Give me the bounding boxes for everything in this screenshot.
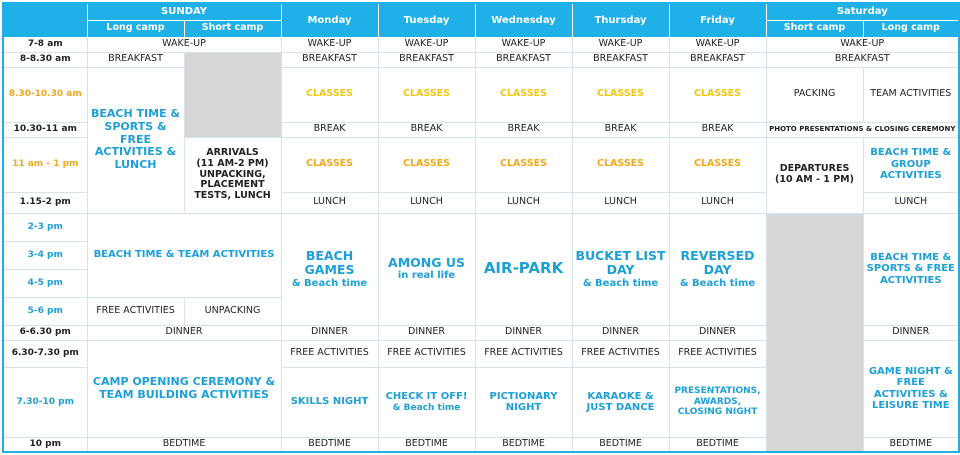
day-header-monday: Monday bbox=[281, 3, 378, 37]
sunday-short-arrivals bbox=[184, 137, 281, 213]
time-slot: 5-6 pm bbox=[3, 297, 87, 325]
saturday-long-bedtime: BEDTIME bbox=[863, 437, 959, 452]
thursday-free-activities: FREE ACTIVITIES bbox=[572, 340, 669, 367]
sunday-long-camp-header: Long camp bbox=[87, 20, 184, 37]
thursday-lunch: LUNCH bbox=[572, 192, 669, 213]
saturday-wakeup: WAKE-UP bbox=[766, 37, 959, 52]
wednesday-classes-morning: CLASSES bbox=[475, 67, 572, 122]
monday-breakfast: BREAKFAST bbox=[281, 52, 378, 67]
wednesday-lunch: LUNCH bbox=[475, 192, 572, 213]
friday-subtitle: & Beach time bbox=[679, 277, 756, 289]
thursday-bedtime: BEDTIME bbox=[572, 437, 669, 452]
wednesday-break: BREAK bbox=[475, 122, 572, 137]
day-header-friday: Friday bbox=[669, 3, 766, 37]
time-slot: 4-5 pm bbox=[3, 269, 87, 297]
monday-free-activities: FREE ACTIVITIES bbox=[281, 340, 378, 367]
sunday-dinner: DINNER bbox=[87, 325, 281, 340]
saturday-long-dinner: DINNER bbox=[863, 325, 959, 340]
day-header-saturday: Saturday bbox=[766, 3, 959, 20]
wednesday-free-activities: FREE ACTIVITIES bbox=[475, 340, 572, 367]
tuesday-break: BREAK bbox=[378, 122, 475, 137]
tuesday-title: AMONG US bbox=[388, 255, 465, 271]
time-slot: 2-3 pm bbox=[3, 213, 87, 241]
thursday-bucket-list bbox=[572, 213, 669, 325]
wednesday-breakfast: BREAKFAST bbox=[475, 52, 572, 67]
wednesday-bedtime: BEDTIME bbox=[475, 437, 572, 452]
saturday-long-beach-sports: BEACH TIME & SPORTS & FREE ACTIVITIES bbox=[863, 213, 959, 325]
sunday-long-free-activities: FREE ACTIVITIES bbox=[87, 297, 184, 325]
sunday-beach-team: BEACH TIME & TEAM ACTIVITIES bbox=[87, 213, 281, 297]
monday-lunch: LUNCH bbox=[281, 192, 378, 213]
saturday-long-lunch: LUNCH bbox=[863, 192, 959, 213]
tuesday-classes-morning: CLASSES bbox=[378, 67, 475, 122]
sunday-short-unpacking: UNPACKING bbox=[184, 297, 281, 325]
monday-skills-night: SKILLS NIGHT bbox=[281, 367, 378, 437]
tuesday-check-it-off bbox=[378, 367, 475, 437]
friday-classes-midday: CLASSES bbox=[669, 137, 766, 192]
monday-beach-games bbox=[281, 213, 378, 325]
tuesday-bedtime: BEDTIME bbox=[378, 437, 475, 452]
saturday-short-packing: PACKING bbox=[766, 67, 863, 122]
sunday-short-camp-header: Short camp bbox=[184, 20, 281, 37]
thursday-wakeup: WAKE-UP bbox=[572, 37, 669, 52]
monday-title: BEACH GAMES bbox=[304, 247, 355, 278]
saturday-short-empty bbox=[766, 213, 863, 452]
time-slot: 8.30-10.30 am bbox=[3, 67, 87, 122]
time-slot: 11 am - 1 pm bbox=[3, 137, 87, 192]
thursday-break: BREAK bbox=[572, 122, 669, 137]
friday-breakfast: BREAKFAST bbox=[669, 52, 766, 67]
tuesday-classes-midday: CLASSES bbox=[378, 137, 475, 192]
sunday-wakeup: WAKE-UP bbox=[87, 37, 281, 52]
arrivals-time: (11 AM-2 PM) bbox=[196, 157, 269, 169]
monday-dinner: DINNER bbox=[281, 325, 378, 340]
day-header-wednesday: Wednesday bbox=[475, 3, 572, 37]
friday-wakeup: WAKE-UP bbox=[669, 37, 766, 52]
time-slot: 7.30-10 pm bbox=[3, 367, 87, 437]
time-slot: 7-8 am bbox=[3, 37, 87, 52]
time-slot: 3-4 pm bbox=[3, 241, 87, 269]
tuesday-free-activities: FREE ACTIVITIES bbox=[378, 340, 475, 367]
time-slot: 8-8.30 am bbox=[3, 52, 87, 67]
time-slot: 10.30-11 am bbox=[3, 122, 87, 137]
friday-dinner: DINNER bbox=[669, 325, 766, 340]
time-slot: 6.30-7.30 pm bbox=[3, 340, 87, 367]
time-slot: 10 pm bbox=[3, 437, 87, 452]
tuesday-wakeup: WAKE-UP bbox=[378, 37, 475, 52]
sunday-long-breakfast: BREAKFAST bbox=[87, 52, 184, 67]
thursday-karaoke: KARAOKE & JUST DANCE bbox=[572, 367, 669, 437]
camp-schedule-table bbox=[2, 2, 960, 453]
thursday-breakfast: BREAKFAST bbox=[572, 52, 669, 67]
wednesday-pictionary: PICTIONARY NIGHT bbox=[475, 367, 572, 437]
friday-classes-morning: CLASSES bbox=[669, 67, 766, 122]
friday-lunch: LUNCH bbox=[669, 192, 766, 213]
monday-classes-morning: CLASSES bbox=[281, 67, 378, 122]
saturday-photo-presentations: PHOTO PRESENTATIONS & CLOSING CEREMONY bbox=[766, 122, 959, 137]
tuesday-lunch: LUNCH bbox=[378, 192, 475, 213]
wednesday-dinner: DINNER bbox=[475, 325, 572, 340]
friday-reversed-day bbox=[669, 213, 766, 325]
friday-presentations: PRESENTATIONS, AWARDS, CLOSING NIGHT bbox=[669, 367, 766, 437]
sunday-opening-ceremony: CAMP OPENING CEREMONY & TEAM BUILDING ACTIVITIES bbox=[87, 340, 281, 437]
saturday-long-camp-header: Long camp bbox=[863, 20, 959, 37]
monday-wakeup: WAKE-UP bbox=[281, 37, 378, 52]
tuesday-night-title: CHECK IT OFF! bbox=[385, 391, 468, 403]
day-header-sunday: SUNDAY bbox=[87, 3, 281, 20]
friday-title: REVERSED DAY bbox=[680, 247, 755, 278]
wednesday-wakeup: WAKE-UP bbox=[475, 37, 572, 52]
friday-break: BREAK bbox=[669, 122, 766, 137]
arrivals-detail: UNPACKING, PLACEMENT TESTS, LUNCH bbox=[194, 168, 271, 202]
tuesday-subtitle: in real life bbox=[397, 270, 456, 282]
friday-bedtime: BEDTIME bbox=[669, 437, 766, 452]
sunday-short-empty bbox=[184, 52, 281, 137]
monday-subtitle: & Beach time bbox=[291, 277, 368, 289]
time-header bbox=[3, 3, 87, 37]
tuesday-night-subtitle: & Beach time bbox=[392, 402, 461, 413]
saturday-breakfast: BREAKFAST bbox=[766, 52, 959, 67]
saturday-long-beach-group: BEACH TIME & GROUP ACTIVITIES bbox=[863, 137, 959, 192]
time-slot: 1.15-2 pm bbox=[3, 192, 87, 213]
monday-classes-midday: CLASSES bbox=[281, 137, 378, 192]
saturday-long-team-activities: TEAM ACTIVITIES bbox=[863, 67, 959, 122]
departures-time: (10 AM - 1 PM) bbox=[775, 174, 854, 185]
wednesday-classes-midday: CLASSES bbox=[475, 137, 572, 192]
monday-bedtime: BEDTIME bbox=[281, 437, 378, 452]
thursday-dinner: DINNER bbox=[572, 325, 669, 340]
sunday-long-beach-sports: BEACH TIME & SPORTS & FREE ACTIVITIES & LUNCH bbox=[87, 67, 184, 213]
wednesday-air-park: AIR-PARK bbox=[475, 213, 572, 325]
friday-free-activities: FREE ACTIVITIES bbox=[669, 340, 766, 367]
tuesday-dinner: DINNER bbox=[378, 325, 475, 340]
thursday-classes-midday: CLASSES bbox=[572, 137, 669, 192]
monday-break: BREAK bbox=[281, 122, 378, 137]
saturday-short-camp-header: Short camp bbox=[766, 20, 863, 37]
thursday-subtitle: & Beach time bbox=[582, 277, 659, 289]
departures-title: DEPARTURES bbox=[779, 163, 850, 175]
time-slot: 6-6.30 pm bbox=[3, 325, 87, 340]
arrivals-title: ARRIVALS bbox=[206, 146, 259, 158]
tuesday-breakfast: BREAKFAST bbox=[378, 52, 475, 67]
thursday-title: BUCKET LIST DAY bbox=[575, 247, 666, 278]
tuesday-among-us bbox=[378, 213, 475, 325]
day-header-thursday: Thursday bbox=[572, 3, 669, 37]
sunday-bedtime: BEDTIME bbox=[87, 437, 281, 452]
saturday-long-game-night: GAME NIGHT & FREE ACTIVITIES & LEISURE TIME bbox=[863, 340, 959, 437]
saturday-short-departures bbox=[766, 137, 863, 213]
day-header-tuesday: Tuesday bbox=[378, 3, 475, 37]
thursday-classes-morning: CLASSES bbox=[572, 67, 669, 122]
